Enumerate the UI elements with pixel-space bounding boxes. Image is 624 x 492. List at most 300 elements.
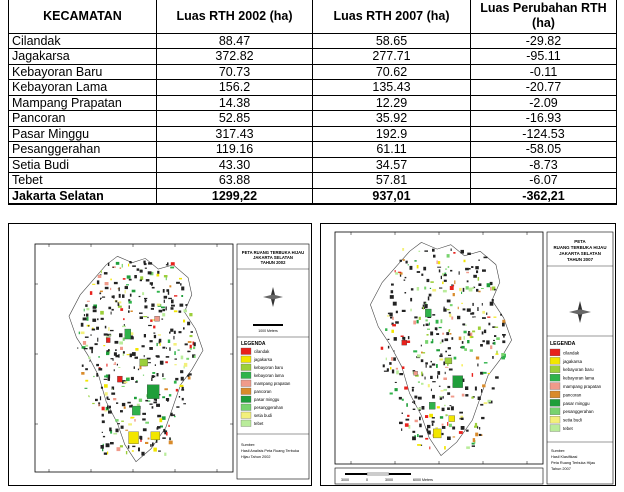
- rth-patch: [162, 313, 165, 316]
- rth-patch: [101, 318, 104, 320]
- rth-patch: [425, 303, 426, 305]
- rth-patch: [156, 404, 160, 407]
- rth-patch: [462, 364, 463, 366]
- rth-patch: [482, 303, 483, 306]
- rth-patch: [450, 270, 452, 272]
- rth-patch: [156, 355, 160, 357]
- rth-patch: [174, 310, 178, 312]
- rth-patch: [156, 439, 157, 442]
- legend-label: pancoran: [254, 389, 272, 394]
- rth-patch: [93, 376, 95, 377]
- rth-patch: [184, 309, 188, 312]
- rth-patch: [126, 284, 129, 285]
- rth-patch: [467, 340, 469, 343]
- rth-patch: [161, 307, 165, 309]
- rth-patch: [130, 261, 132, 263]
- rth-patch: [109, 406, 111, 409]
- cell-kecamatan: Pasar Minggu: [9, 126, 157, 142]
- rth-patch: [117, 447, 121, 451]
- rth-patch: [173, 343, 176, 346]
- rth-patch: [164, 275, 168, 277]
- table-row: [9, 126, 617, 142]
- rth-patch: [395, 388, 398, 391]
- scale-label: 3000: [385, 478, 393, 482]
- rth-patch: [168, 340, 170, 344]
- rth-patch: [480, 344, 483, 347]
- rth-patch: [391, 284, 394, 286]
- rth-patch: [480, 404, 483, 406]
- rth-patch: [166, 356, 170, 358]
- legend-label: setia budi: [563, 417, 582, 423]
- rth-patch: [174, 364, 176, 365]
- rth-patch: [478, 260, 479, 261]
- rth-patch: [178, 350, 180, 351]
- rth-patch: [110, 330, 114, 331]
- rth-patch: [90, 291, 92, 295]
- rth-patch: [465, 325, 466, 326]
- legend-title: LEGENDA: [550, 341, 576, 347]
- rth-patch: [445, 351, 447, 353]
- rth-patch: [443, 308, 446, 311]
- rth-patch: [418, 381, 420, 382]
- cell-rth-change: -124.53: [471, 126, 617, 142]
- source-text: Hasil Analisis Peta Ruang Terbuka: [241, 449, 299, 453]
- cell-rth-2007: 937,01: [313, 188, 471, 204]
- rth-patch: [399, 373, 403, 375]
- rth-patch: [181, 377, 184, 381]
- rth-patch: [401, 336, 404, 338]
- rth-patch: [130, 354, 132, 358]
- rth-patch: [478, 327, 481, 330]
- rth-patch: [169, 394, 171, 396]
- rth-patch: [429, 294, 432, 297]
- rth-patch: [440, 416, 443, 419]
- rth-patch: [502, 340, 505, 343]
- rth-patch: [414, 260, 416, 261]
- rth-patch: [92, 403, 95, 404]
- rth-patch: [109, 335, 112, 336]
- rth-patch: [124, 381, 128, 383]
- cell-rth-change: -362,21: [471, 188, 617, 204]
- rth-patch: [461, 292, 462, 294]
- rth-patch: [142, 418, 146, 420]
- rth-patch: [417, 287, 419, 291]
- rth-patch: [408, 425, 410, 429]
- rth-patch: [77, 348, 78, 349]
- rth-patch: [472, 312, 474, 314]
- rth-patch: [492, 387, 495, 389]
- cell-kecamatan: Mampang Prapatan: [9, 95, 157, 111]
- rth-patch: [121, 426, 124, 429]
- legend-label: kebayoran lama: [254, 373, 284, 378]
- rth-patch: [404, 280, 406, 281]
- rth-patch: [165, 361, 168, 363]
- rth-patch: [183, 403, 186, 404]
- rth-patch: [108, 263, 109, 266]
- rth-patch: [453, 252, 455, 254]
- rth-patch: [381, 347, 384, 350]
- rth-patch: [179, 396, 180, 398]
- rth-patch: [417, 271, 420, 273]
- rth-area: [453, 376, 463, 388]
- rth-patch: [488, 400, 492, 403]
- rth-patch: [451, 396, 455, 398]
- rth-area: [129, 432, 139, 444]
- cell-rth-2002: 70.73: [157, 64, 313, 80]
- rth-patch: [174, 416, 176, 417]
- rth-patch: [448, 347, 451, 349]
- rth-patch: [114, 352, 117, 356]
- rth-patch: [176, 406, 179, 408]
- rth-patch: [419, 424, 422, 428]
- rth-patch: [502, 320, 505, 323]
- rth-patch: [128, 310, 130, 312]
- scale-label: 0: [366, 478, 368, 482]
- rth-patch: [137, 268, 140, 270]
- rth-patch: [449, 369, 453, 371]
- rth-patch: [186, 358, 189, 360]
- rth-patch: [442, 333, 444, 335]
- rth-patch: [127, 354, 130, 355]
- rth-patch: [118, 306, 122, 308]
- rth-patch: [179, 278, 182, 280]
- rth-patch: [440, 354, 442, 355]
- rth-patch: [96, 364, 99, 366]
- rth-patch: [487, 317, 490, 318]
- scale-bar-segment: [367, 473, 389, 475]
- rth-patch: [394, 337, 397, 341]
- cell-kecamatan: Jagakarsa: [9, 49, 157, 65]
- rth-patch: [429, 447, 430, 450]
- rth-patch: [174, 351, 176, 355]
- rth-table: [8, 0, 617, 205]
- rth-patch: [486, 340, 489, 344]
- rth-patch: [414, 396, 417, 399]
- rth-patch: [180, 370, 183, 373]
- cell-rth-2002: 119.16: [157, 142, 313, 158]
- rth-patch: [432, 417, 435, 418]
- rth-patch: [417, 320, 419, 324]
- legend-label: mampang prapatan: [563, 384, 602, 389]
- rth-patch: [159, 310, 163, 313]
- rth-patch: [171, 300, 174, 304]
- rth-patch: [85, 304, 87, 307]
- rth-patch: [158, 451, 161, 452]
- table-row: [9, 157, 617, 173]
- rth-patch: [419, 317, 421, 320]
- rth-patch: [411, 288, 414, 290]
- rth-patch: [494, 289, 496, 291]
- rth-patch: [171, 305, 175, 307]
- rth-patch: [182, 398, 184, 401]
- table-row: [9, 80, 617, 96]
- map-title-line: PETA: [574, 239, 586, 244]
- rth-patch: [85, 380, 88, 382]
- rth-patch: [191, 331, 194, 333]
- rth-patch: [406, 419, 410, 421]
- rth-patch: [426, 319, 428, 321]
- rth-patch: [414, 316, 417, 318]
- rth-patch: [436, 333, 439, 335]
- rth-patch: [494, 317, 497, 318]
- rth-patch: [108, 349, 110, 351]
- rth-patch: [478, 277, 480, 281]
- rth-patch: [429, 366, 431, 368]
- rth-patch: [113, 398, 116, 400]
- cell-rth-2002: 14.38: [157, 95, 313, 111]
- rth-patch: [443, 378, 447, 381]
- legend-swatch: [241, 364, 251, 371]
- legend-label: tebet: [563, 426, 573, 431]
- rth-patch: [108, 327, 109, 331]
- rth-patch: [113, 358, 114, 361]
- legend-swatch: [241, 396, 251, 403]
- source-text: Peta Ruang Terbuka Hijau: [551, 461, 596, 465]
- cell-rth-change: -29.82: [471, 33, 617, 49]
- rth-patch: [87, 301, 90, 302]
- rth-patch: [467, 308, 471, 311]
- table-row: [9, 95, 617, 111]
- cell-rth-change: -2.09: [471, 95, 617, 111]
- rth-patch: [436, 364, 438, 368]
- rth-patch: [157, 271, 159, 274]
- cell-rth-2007: 12.29: [313, 95, 471, 111]
- rth-patch: [90, 335, 92, 336]
- rth-patch: [461, 418, 464, 420]
- source-text: Hijau Tahun 2002: [241, 455, 271, 459]
- legend-swatch: [550, 357, 560, 364]
- rth-patch: [157, 304, 161, 306]
- rth-patch: [140, 316, 143, 319]
- rth-area: [132, 406, 140, 415]
- rth-patch: [188, 341, 192, 343]
- rth-patch: [143, 316, 147, 317]
- scale-bar-segment: [389, 473, 411, 475]
- rth-patch: [119, 333, 123, 337]
- rth-patch: [145, 442, 148, 444]
- rth-patch: [95, 343, 98, 345]
- rth-patch: [432, 289, 436, 292]
- rth-patch: [440, 397, 442, 400]
- rth-patch: [187, 322, 190, 326]
- rth-patch: [502, 323, 505, 327]
- rth-patch: [481, 417, 484, 419]
- map-title-line: TAHUN 2007: [566, 257, 594, 262]
- legend-swatch: [241, 348, 251, 355]
- rth-patch: [448, 266, 450, 268]
- rth-patch: [148, 271, 152, 274]
- cell-rth-2002: 63.88: [157, 173, 313, 189]
- rth-patch: [399, 397, 402, 400]
- rth-area: [106, 338, 110, 343]
- rth-patch: [102, 297, 105, 298]
- rth-area: [425, 309, 431, 317]
- rth-patch: [85, 337, 89, 338]
- cell-kecamatan: Pancoran: [9, 111, 157, 127]
- legend-swatch: [550, 399, 560, 406]
- rth-patch: [119, 294, 121, 298]
- rth-patch: [131, 332, 133, 335]
- rth-patch: [151, 378, 152, 381]
- legend-label: kebayoran baru: [254, 365, 284, 370]
- rth-patch: [102, 432, 103, 433]
- rth-patch: [161, 319, 163, 320]
- rth-patch: [442, 273, 444, 276]
- rth-patch: [459, 431, 463, 434]
- rth-patch: [152, 375, 154, 378]
- rth-patch: [99, 293, 101, 295]
- rth-patch: [139, 313, 143, 314]
- map-2002-figure: [9, 224, 313, 487]
- scale-label: 3000: [341, 478, 349, 482]
- rth-patch: [145, 300, 147, 301]
- rth-patch: [170, 267, 174, 269]
- rth-patch: [447, 422, 448, 426]
- rth-patch: [427, 279, 430, 282]
- rth-patch: [425, 340, 428, 344]
- source-label: Sumber:: [551, 449, 566, 453]
- rth-patch: [181, 356, 184, 360]
- rth-patch: [447, 392, 450, 395]
- rth-patch: [139, 296, 141, 297]
- rth-patch: [413, 350, 417, 352]
- rth-patch: [395, 272, 398, 275]
- rth-patch: [453, 436, 456, 437]
- rth-patch: [173, 336, 174, 340]
- rth-patch: [476, 357, 479, 360]
- rth-patch: [169, 347, 170, 351]
- cell-kecamatan: Pesanggerahan: [9, 142, 157, 158]
- rth-patch: [116, 262, 120, 265]
- rth-patch: [81, 323, 84, 327]
- rth-patch: [450, 304, 453, 306]
- rth-patch: [427, 431, 431, 434]
- rth-patch: [402, 310, 406, 312]
- rth-patch: [445, 372, 446, 374]
- rth-patch: [143, 261, 145, 264]
- rth-patch: [103, 444, 104, 445]
- rth-patch: [442, 408, 445, 411]
- cell-rth-2002: 88.47: [157, 33, 313, 49]
- scale-bar: [253, 324, 283, 326]
- rth-patch: [155, 364, 156, 366]
- rth-patch: [122, 403, 125, 406]
- rth-patch: [83, 341, 86, 345]
- rth-patch: [166, 432, 168, 436]
- rth-patch: [450, 333, 452, 335]
- rth-patch: [145, 422, 149, 424]
- rth-patch: [97, 280, 99, 284]
- rth-patch: [442, 424, 444, 426]
- rth-patch: [441, 390, 444, 391]
- rth-patch: [153, 333, 155, 334]
- rth-patch: [87, 317, 89, 321]
- rth-patch: [400, 260, 403, 262]
- rth-patch: [98, 275, 102, 278]
- rth-patch: [469, 268, 471, 270]
- rth-patch: [174, 331, 176, 334]
- rth-patch: [157, 415, 161, 418]
- rth-patch: [153, 448, 157, 452]
- rth-patch: [432, 421, 435, 423]
- rth-patch: [112, 309, 114, 311]
- rth-patch: [169, 332, 171, 334]
- rth-patch: [426, 324, 429, 326]
- rth-patch: [123, 278, 126, 280]
- rth-patch: [142, 292, 144, 295]
- rth-patch: [152, 443, 154, 447]
- rth-patch: [102, 407, 105, 411]
- rth-patch: [181, 295, 183, 297]
- rth-patch: [405, 277, 407, 278]
- rth-patch: [86, 308, 89, 311]
- rth-patch: [139, 399, 142, 402]
- rth-patch: [122, 326, 126, 327]
- rth-patch: [119, 287, 120, 291]
- rth-patch: [424, 250, 428, 251]
- rth-patch: [421, 345, 422, 347]
- rth-patch: [134, 419, 135, 422]
- rth-patch: [162, 373, 163, 377]
- rth-patch: [412, 436, 416, 440]
- rth-patch: [180, 385, 184, 387]
- rth-patch: [461, 303, 462, 304]
- rth-patch: [115, 362, 116, 365]
- rth-patch: [464, 260, 466, 263]
- rth-patch: [408, 264, 409, 265]
- rth-patch: [482, 269, 486, 271]
- rth-patch: [431, 341, 434, 343]
- rth-patch: [148, 262, 152, 264]
- legend-swatch: [550, 366, 560, 373]
- rth-patch: [169, 441, 173, 445]
- table-row: [9, 33, 617, 49]
- rth-patch: [439, 288, 442, 289]
- rth-patch: [419, 251, 421, 252]
- rth-patch: [102, 420, 105, 423]
- rth-patch: [392, 370, 394, 374]
- rth-patch: [176, 389, 178, 392]
- rth-patch: [140, 280, 142, 282]
- rth-patch: [150, 282, 153, 285]
- rth-patch: [127, 402, 130, 404]
- rth-patch: [132, 446, 135, 447]
- rth-patch: [132, 450, 134, 451]
- rth-patch: [405, 423, 409, 427]
- rth-patch: [391, 290, 394, 293]
- rth-patch: [102, 414, 104, 417]
- rth-patch: [157, 343, 158, 346]
- rth-patch: [457, 316, 460, 319]
- rth-patch: [167, 262, 169, 265]
- legend-title: LEGENDA: [241, 341, 266, 347]
- rth-patch: [396, 368, 398, 370]
- header-rth-2002: Luas RTH 2002 (ha): [157, 0, 313, 33]
- rth-patch: [193, 347, 195, 350]
- rth-patch: [482, 331, 484, 334]
- rth-patch: [413, 321, 416, 325]
- rth-patch: [444, 405, 446, 406]
- rth-patch: [437, 261, 438, 265]
- table-row: [9, 111, 617, 127]
- rth-patch: [473, 438, 475, 442]
- rth-patch: [91, 349, 93, 353]
- rth-patch: [464, 336, 466, 340]
- cell-rth-2007: 61.11: [313, 142, 471, 158]
- rth-patch: [390, 367, 391, 370]
- rth-patch: [449, 312, 451, 314]
- rth-patch: [451, 317, 453, 320]
